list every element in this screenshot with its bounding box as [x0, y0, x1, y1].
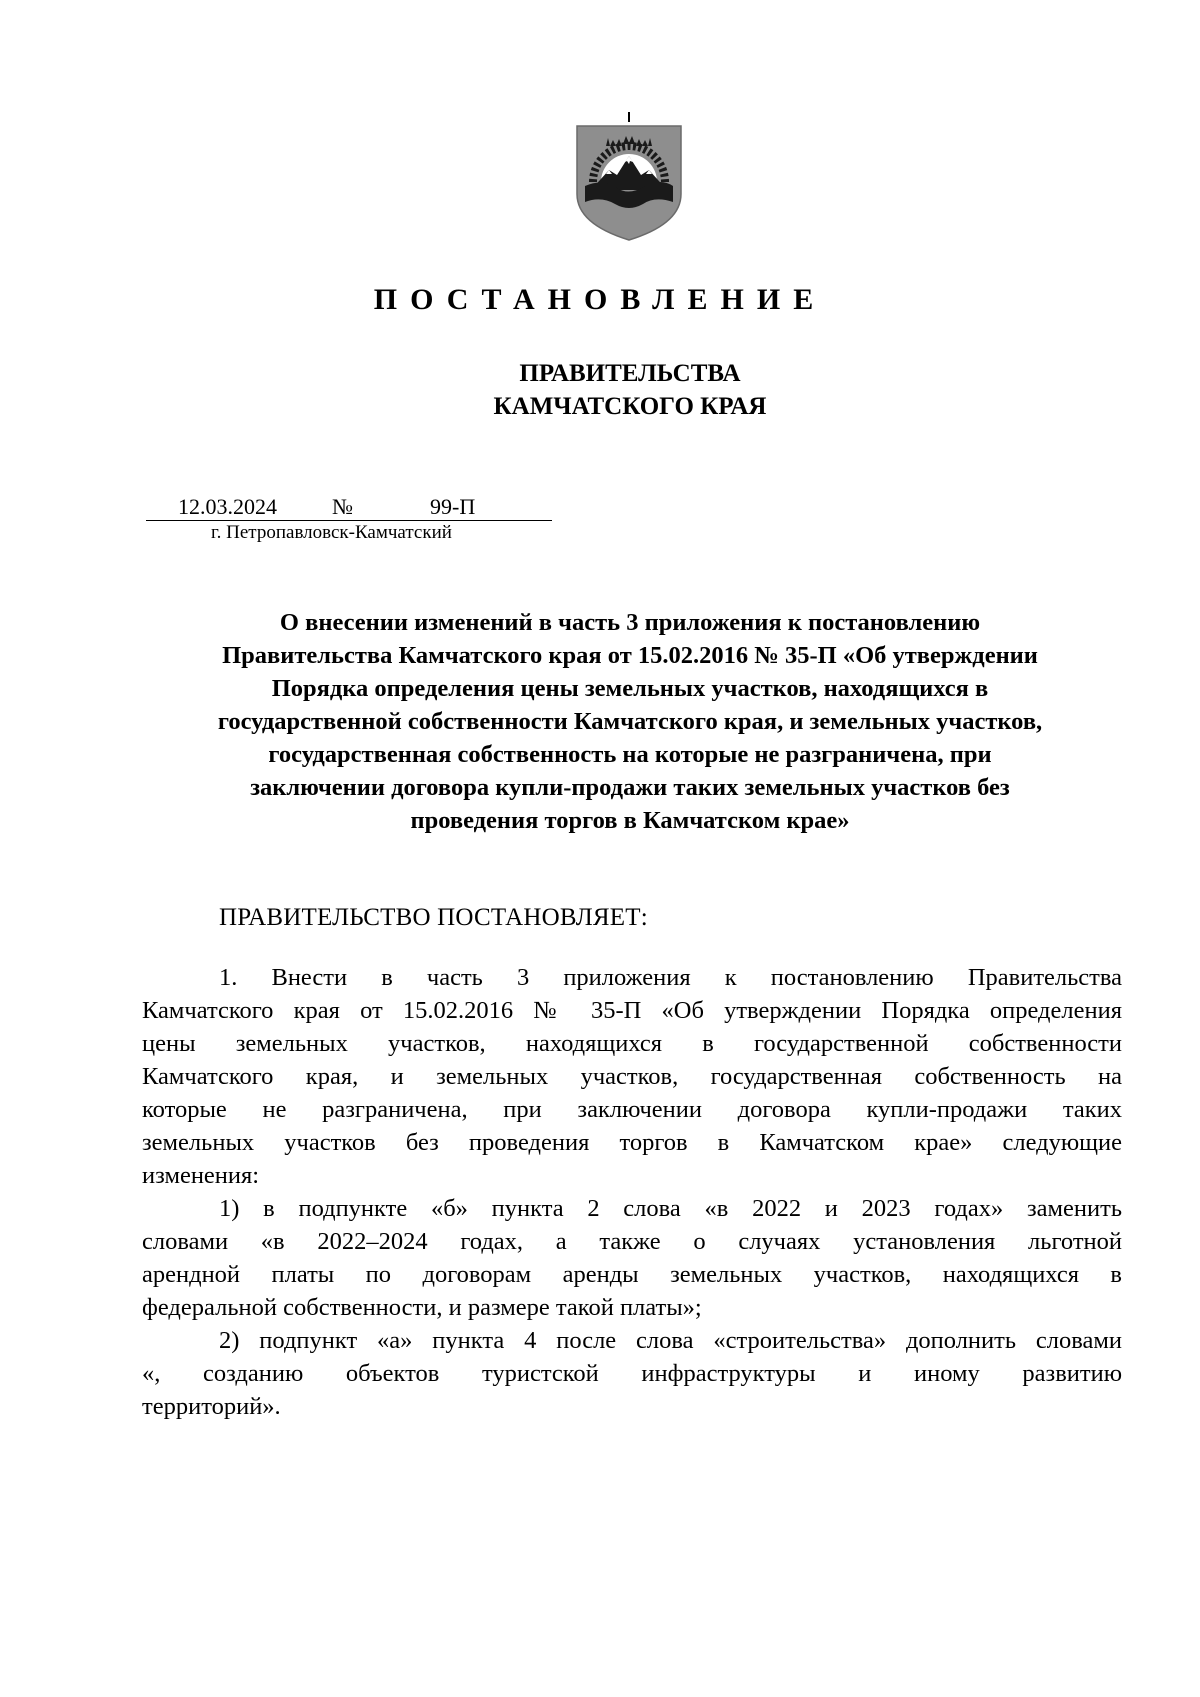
body-line: 1) в подпункте «б» пункта 2 слова «в 2022 и 2023 годах» заменить	[219, 1195, 1122, 1222]
resolution-statement: ПРАВИТЕЛЬСТВО ПОСТАНОВЛЯЕТ:	[219, 904, 648, 931]
body-line: 2) подпункт «а» пункта 4 после слова «строительства» дополнить словами	[219, 1327, 1122, 1354]
issuer-line: КАМЧАТСКОГО КРАЯ	[493, 393, 767, 420]
document-type-heading: ПОСТАНОВЛЕНИЕ	[373, 283, 827, 316]
issuer-line: ПРАВИТЕЛЬСТВА	[519, 360, 741, 387]
title-line: государственная собственность на которые не разграничена, при	[268, 741, 992, 768]
title-line: заключении договора купли-продажи таких земельных участков без	[250, 774, 1010, 801]
body-line: словами «в 2022–2024 годах, а также о случаях установления льготной	[142, 1228, 1122, 1255]
paragraph-1	[142, 961, 1122, 1192]
body-line: Камчатского края от 15.02.2016 № 35-П «Об утверждении Порядка определения	[142, 997, 1122, 1024]
paragraph-3	[142, 1324, 1122, 1423]
title-line: Порядка определения цены земельных участков, находящихся в	[271, 675, 989, 702]
body-line: «, созданию объектов туристской инфраструктуры и иному развитию	[142, 1360, 1122, 1387]
kamchatka-coat-of-arms-icon	[573, 112, 685, 242]
issuer-heading	[0, 357, 1200, 423]
title-line: Правительства Камчатского края от 15.02.2016 № 35-П «Об утверждении	[222, 642, 1038, 669]
document-title	[140, 606, 1120, 837]
document-body	[142, 961, 1122, 1423]
registration-number: 99-П	[430, 494, 476, 519]
body-line: изменения:	[142, 1162, 260, 1189]
title-line: государственной собственности Камчатского края, и земельных участков,	[217, 708, 1043, 735]
title-line: проведения торгов в Камчатском крае»	[410, 807, 850, 834]
title-line: О внесении изменений в часть 3 приложения к постановлению	[279, 609, 981, 636]
registration-date: 12.03.2024	[178, 494, 277, 519]
body-line: земельных участков без проведения торгов в Камчатском крае» следующие	[142, 1129, 1122, 1156]
registration-number-sign: №	[332, 494, 353, 519]
body-line: территорий».	[142, 1393, 281, 1420]
body-line: цены земельных участков, находящихся в государственной собственности	[142, 1030, 1122, 1057]
body-line: федеральной собственности, и размере такой платы»;	[142, 1294, 702, 1321]
body-line: которые не разграничена, при заключении договора купли-продажи таких	[142, 1096, 1122, 1123]
city-of-issue: г. Петропавловск-Камчатский	[211, 522, 452, 543]
body-line: Камчатского края, и земельных участков, государственная собственность на	[142, 1063, 1122, 1090]
body-line: арендной платы по договорам аренды земельных участков, находящихся в	[142, 1261, 1122, 1288]
body-line: 1. Внести в часть 3 приложения к постановлению Правительства	[219, 964, 1122, 991]
paragraph-2	[142, 1192, 1122, 1324]
